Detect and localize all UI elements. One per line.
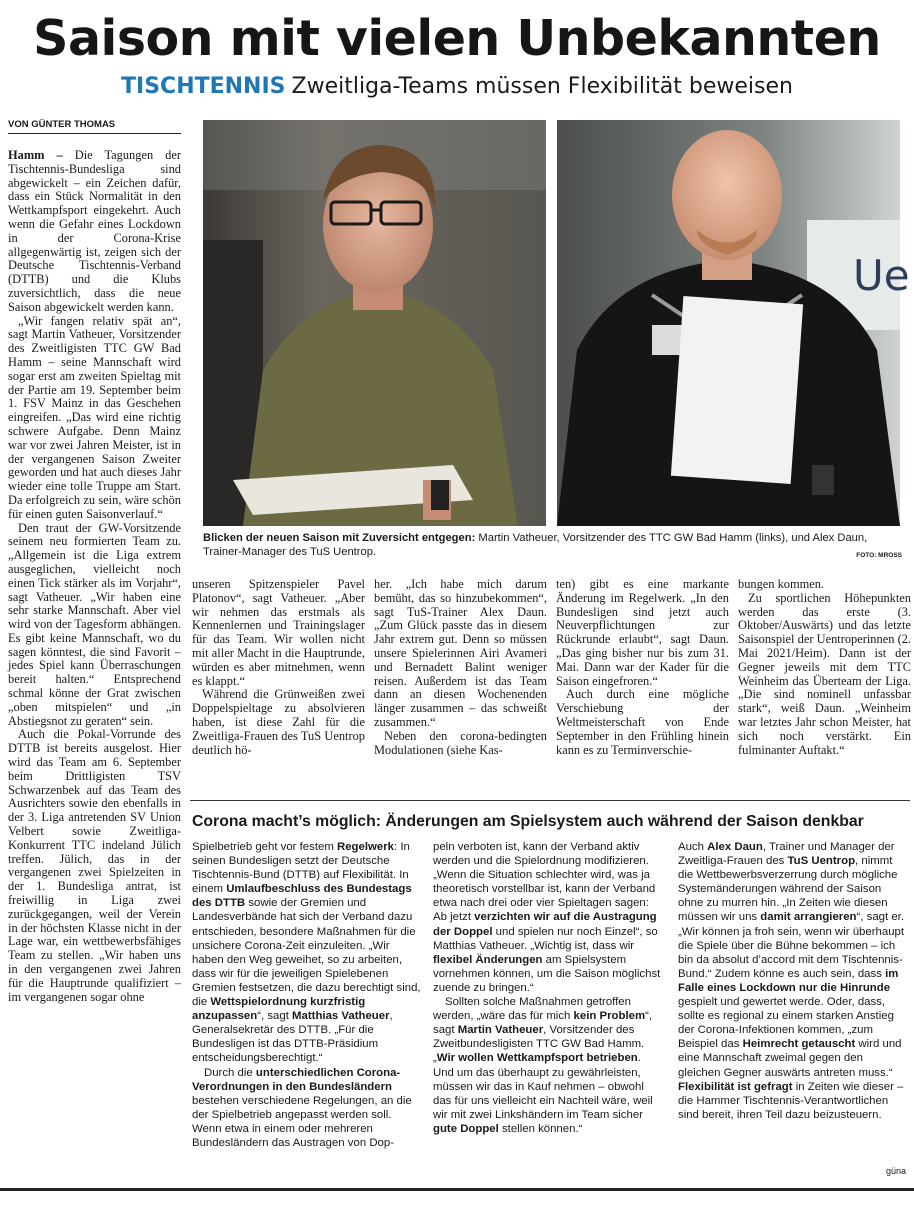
box-text: , Trainer und Manager der Zweitliga-Frauen des (678, 841, 895, 868)
paragraph-text: Den traut der GW-Vorsitzende seinem neu formierten Team zu. „Allgemein ist die Liga extrem ausgeglichen, vielleicht noch einen Tick stärker als im Vorjahr“, sagt Vatheuer. „Wir haben eine sehr starke Mannschaft. Aber viel wird von der Tagesform abhängen. Es gibt keine Mannschaft, wo du sagen könntest, die sind Favorit – jedes Spiel kann Überraschungen bereit halten.“ Entsprechend schmal könne der Grat zwischen „oben mitspielen“ und „in Abstiegsnot zu geraten“ sein. (8, 520, 181, 728)
dateline: Hamm – (8, 148, 63, 162)
emphasis-text: Wir wollen Wettkampfsport betrieben (436, 1052, 638, 1065)
box-paragraph (192, 1066, 422, 1151)
box-text: gespielt und gewertet werde. Oder, dass, sollte es regional zu einem starken Anstieg der Corona-Infektionen kommen, „zum Beispiel das (678, 996, 894, 1051)
box-text: , Vorsitzender des Zweitbundesligisten TTC GW Bad Hamm. „ (433, 1024, 645, 1065)
box-top-rule (190, 800, 910, 801)
article-column-5 (738, 578, 911, 757)
box-text: Durch die (204, 1066, 256, 1079)
emphasis-text: kein Problem (573, 1010, 646, 1023)
box-text: Sollten solche Maßnahmen getroffen werden, „wäre das für mich (433, 996, 631, 1023)
box-column-3 (678, 840, 906, 1122)
article-paragraph (738, 578, 911, 592)
paragraph-text: Zu sportlichen Höhepunkten werden das erste (3. Oktober/Auswärts) und das letzte Saisonspiel der Uentroperinnen (2. Mai 2021/Heim). Dann ist der Gegner jeweils mit dem TTC Weinheim das Überteam der Liga. „Die sind nominell unfassbar stark“, weiß Daun. „Weinheim war letztes Jahr schon Meister, hat sich noch verstärkt. Ein fulminanter Auftakt.“ (738, 590, 911, 757)
emphasis-text: verzichten wir auf die Austragung der Doppel (433, 911, 657, 938)
emphasis-text: Flexibilität ist gefragt (678, 1080, 793, 1093)
article-column-4 (556, 578, 729, 757)
box-text: “, sagt (257, 1010, 293, 1023)
emphasis-text: Regelwerk (337, 841, 394, 853)
box-text: sowie der Gremien und Landesverbände hat sich der Verband dazu entschieden, besondere Maßnahmen für die unsichere Corona-Zeit einzuleiten. „Wir haben den Weg geweihet, so zu arbeiten, dass wir für die jeweiligen Spielebenen Gremien festsetzen, die dazu berechtigt sind, die (192, 897, 421, 1009)
paragraph-text: bungen kommen. (738, 577, 825, 591)
emphasis-text: Wettspielordnung kurzfristig anzupassen (192, 996, 366, 1023)
box-text: “, sagt er. „Wir können ja froh sein, wenn wir überhaupt die Spiele über die Bühne bekommen – ich bin da absolut d’accord mit dem Tischtennis-Bund.“ Zudem könne es auch sein, dass (678, 911, 905, 980)
emphasis-text: gute Doppel (433, 1122, 499, 1135)
box-column-1 (192, 840, 422, 1150)
paragraph-text: unseren Spitzenspieler Pavel Platonov“, sagt Vatheuer. „Aber wir nehmen das erstmals als Kennenlernen und Trainingslager für das Team. Wir wollen nicht mit aller Macht in die Hauptrunde, würden es aber mitnehmen, wenn es klappt.“ (192, 577, 365, 688)
box-text: bestehen verschiedene Regelungen, an die der Spielbetrieb angepasst werden soll. Wenn etwa in einem oder mehreren Bundesländern das Austragen von Dop- (192, 1094, 412, 1149)
box-text: und spielen nur noch Einzel“, so Matthias Vatheuer. „Wichtig ist, dass wir (433, 925, 658, 952)
section-kicker: TISCHTENNIS (121, 74, 286, 99)
article-headline: Saison mit vielen Unbekannten (33, 10, 881, 67)
caption-lead: Blicken der neuen Saison mit Zuversicht entgegen: (203, 532, 476, 544)
article-paragraph (556, 688, 729, 757)
paragraph-text: her. „Ich habe mich darum bemüht, das so hinzubekommen“, sagt TuS-Trainer Alex Daun. „Zum Glück passte das in diesem Jahr extrem gut. Denn so müssen unsere Spielerinnen Airi Avameri und Bernadett Balint weniger reisen. Außerdem ist das Team dann an diesen Wochenenden länger zusammen – das schweißt zusammen.“ (374, 577, 547, 729)
article-column-1 (8, 149, 181, 1004)
emphasis-text: flexibel Änderungen (433, 953, 543, 966)
paragraph-text: Auch die Pokal-Vorrunde des DTTB ist bereits ausgelost. Hier wird das Team am 6. September beim Drittligisten TSV Schwarzenbek auf das Team des Ausrichters sowie den ebenfalls in der 3. Liga antretenden SV Union Velbert sowie Zweitliga-Konkurrent TTC indeland Jülich treffen. Jülich, das in der vergangenen zwei Spielzeiten in der 1. Bundesliga antrat, ist freiwillig in Liga zwei zurückgegangen, weil der Verein in der höchsten Klasse nicht in der Lage war, ein wettbewerbsfähiges Team zu stellen. „Wir haben uns in den vergangenen zwei Jahren für die Hauptrunde qualifiziert – im vergangenen sogar ohne (8, 727, 181, 1004)
article-paragraph (556, 578, 729, 688)
article-column-3 (374, 578, 547, 757)
wall-sign-text: Ue (853, 251, 910, 300)
box-text: , Generalsekretär des DTTB. „Für die Bundesligen ist das DTTB-Präsidium entscheidungsberechtigt.“ (192, 1010, 393, 1065)
emphasis-text: Heimrecht getauscht (742, 1038, 856, 1051)
byline: VON GÜNTER THOMAS (8, 119, 181, 134)
photo-credit: FOTO: MROSS (856, 552, 902, 559)
article-paragraph (738, 592, 911, 758)
article-paragraph (8, 728, 181, 1004)
emphasis-text: Matthias Vatheuer (292, 1010, 390, 1023)
box-paragraph (678, 840, 906, 1122)
box-text: Spielbetrieb geht vor festem (192, 841, 337, 853)
box-text: : In seinen Bundesligen setzt der Deutsche Tischtennis-Bund (DTTB) auf Flexibilität. In einem (192, 841, 410, 896)
box-signature: güna (885, 1166, 906, 1176)
article-paragraph (8, 522, 181, 729)
article-paragraph (8, 315, 181, 522)
article-paragraph (374, 730, 547, 758)
photo-caption (203, 531, 903, 559)
article-column-2 (192, 578, 365, 757)
box-text: peln verboten ist, kann der Verband aktiv werden und die Spielordnung modifizieren. „Wenn die Situation schlechter wird, was ja theoretisch vorstellbar ist, kann der Verband etwa nach drei oder vier Spieltagen sagen: Ab jetzt (433, 841, 656, 924)
article-paragraph (374, 578, 547, 730)
emphasis-text: unterschiedlichen Corona-Verordnungen in den Bundesländern (192, 1066, 401, 1093)
paragraph-text: Während die Grünweißen zwei Doppelspieltage zu absolvieren haben, ist diese Zahl für die Zweitliga-Frauen des TuS Uentrop deutlich hö- (192, 687, 365, 757)
box-text: , nimmt die Wettbewerbsverzerrung durch mögliche Systemänderungen während der Saison ohne zu murren hin. „In Zeiten wie diesen müssen wir uns (678, 855, 898, 924)
page-bottom-rule (0, 1188, 914, 1191)
box-text: wird und eine Mannschaft zweimal gegen den gleichen Gegner auswärts antreten muss.“ (678, 1038, 902, 1079)
emphasis-text: Alex Daun (707, 841, 763, 853)
article-paragraph (8, 149, 181, 315)
photo-right (557, 120, 910, 526)
box-text: stellen können.“ (498, 1122, 583, 1135)
box-text: “, sagt (433, 1010, 653, 1037)
box-paragraph (433, 995, 663, 1136)
emphasis-text: im Falle eines Lockdown nur die Hinrunde (678, 967, 899, 994)
article-paragraph (192, 688, 365, 757)
paragraph-text: ten) gibt es eine markante Änderung im Regelwerk. „In den Bundesligen sind jetzt auch Neuverpflichtungen zur Rückrunde erlaubt“, sagt Daun. „Das ging bisher nur bis zum 31. Mai. Dann war der Kader für die Saison eingefroren.“ (556, 577, 729, 688)
emphasis-text: TuS Uentrop (787, 855, 856, 868)
emphasis-text: Martin Vatheuer (457, 1024, 544, 1037)
box-title: Corona macht’s möglich: Änderungen am Spielsystem auch während der Saison denkbar (192, 813, 864, 830)
paragraph-text: Die Tagungen der Tischtennis-Bundesliga sind abgewickelt – ein Zeichen dafür, dass ein Stück Normalität in den Wettkampfsport eingekehrt. Auch wenn die Gefahr eines Lockdown in der Corona-Krise allgegenwärtig ist, zeigen sich der Deutsche Tischtennis-Verband (DTTB) und die Klubs zuversichtlich, dass die neue Saison abgewickelt werden kann. (8, 148, 181, 314)
box-text: Auch (678, 841, 708, 853)
caption-text: Martin Vatheuer, Vorsitzender des TTC GW Bad Hamm (links), und Alex Daun, Trainer-Manager des TuS Uentrop. (203, 532, 868, 558)
paragraph-text: „Wir fangen relativ spät an“, sagt Martin Vatheuer, Vorsitzender des Zweitligisten TTC GW Bad Hamm – seine Mannschaft wird sogar erst am zweiten Spieltag mit der Partie am 19. September beim 1. FSV Mainz in das Geschehen eingreifen. „Das wird eine richtig schwere Aufgabe. Denn Mainz war vor zwei Jahren Meister, ist in der vergangenen Saison Zweiter geworden und hat auch dieses Jahr wieder eine tolle Truppe am Start. Da erfolgreich zu sein, wäre schön für einen guten Saisonverlauf.“ (8, 313, 181, 521)
emphasis-text: Umlaufbeschluss des Bundestags des DTTB (192, 883, 412, 910)
paragraph-text: Auch durch eine mögliche Verschiebung der Weltmeisterschaft von Ende September in den Frühling hinein kann es zu Terminverschie- (556, 687, 729, 757)
box-column-2 (433, 840, 663, 1136)
box-text: in Zeiten wie dieser – die Hammer Tischtennis-Verantwortlichen sind bereit, ihren Teil dazu beizusteuern. (678, 1080, 904, 1121)
box-paragraph (192, 840, 422, 1066)
subhead-text: Zweitliga-Teams müssen Flexibilität beweisen (291, 74, 793, 99)
box-text: . Und um das überhaupt zu gewährleisten, müssen wir das in Kauf nehmen – obwohl das für uns vielleicht ein Nachteil wäre, weil wir mit zwei Linkshändern im Team sicher (433, 1052, 653, 1121)
article-paragraph (192, 578, 365, 688)
emphasis-text: damit arrangieren (760, 911, 857, 924)
article-subhead (0, 72, 914, 102)
photo-left (203, 120, 546, 526)
paragraph-text: Neben den corona-bedingten Modulationen (siehe Kas- (374, 728, 547, 757)
box-paragraph (433, 840, 663, 995)
box-text: am Spielsystem vornehmen können, um die Saison möglichst zuende zu bringen.“ (433, 953, 661, 994)
